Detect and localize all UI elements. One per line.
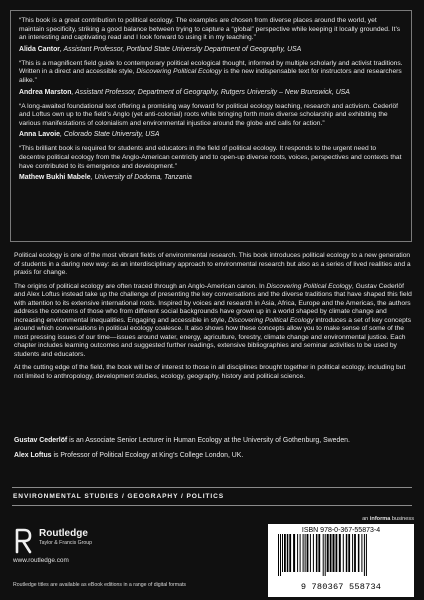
barcode-area [268,516,414,597]
endorsement-text-part: is the new indispensable text for instructors and researchers alike.” [19,68,402,84]
author-bio [14,436,412,445]
informa-suffix: business [390,516,414,522]
barcode-bar [330,534,332,572]
informa-tagline [268,516,414,522]
endorsement [19,103,403,140]
barcode-bar [300,534,301,572]
publisher-group: Taylor & Francis Group [39,540,93,546]
publisher-block [13,528,153,564]
description-paragraph: Political ecology is one of the most vibrant fields of environmental research. This book introduces political ecology to a new generation of students in a daring new way: as an interdisciplinary approach to environmental research but also as a series of lived realities and a praxis for change. [14,252,411,276]
endorser-name: Andrea Marston [19,88,72,96]
author-bios [14,436,412,466]
barcode-bar [293,534,295,572]
routledge-r-logo-icon [13,528,35,554]
informa-prefix: an [362,516,370,522]
barcode-bar [307,534,309,572]
barcode-bar [289,534,291,572]
barcode-bar [361,534,362,572]
ebook-note: Routledge titles are available as eBook editions in a range of digital formats [13,582,187,588]
endorsement-attribution [19,130,403,139]
barcode-bar [325,534,326,576]
barcode-bar [364,534,365,576]
barcode-bar [278,534,279,576]
description-text-part: The origins of political ecology are often traced through an Anglo-American canon. In [14,282,267,290]
endorsement-attribution [19,88,403,97]
author-name: Gustav Cederlöf [14,437,68,444]
book-title-ref: Discovering Political Ecology [266,282,352,290]
endorsement-text [19,60,403,86]
endorsement [19,17,403,54]
barcode-bar [333,534,335,572]
endorsements-box [10,10,412,242]
endorsement-text-part: “This is a magnificent field guide to contemporary political ecological thought, informed by multiple scholarly and activist traditions. Written in a direct and accessible style, [19,59,403,76]
endorser-name: Alida Cantor [19,45,60,53]
barcode-bar [297,534,298,572]
description-text-part: , Gustav Cederlöf and Alex Loftus instead take up the challenge of presenting the key conversations and the diverse traditions that have shaped this field with attention to its extensive international roots. Inspired by voices and research in Asia, Africa, Europe and the Americas, the authors address the concerns of those who from different social backgrounds have grown up in a world shaped by climate change and increasing environmental inequalities. Engaging and accessible in style, [14,282,412,324]
barcode-bar [352,534,353,572]
publisher-name: Routledge [39,528,88,539]
endorser-name: Anna Lavoie [19,131,60,139]
endorsement [19,60,403,97]
endorser-role: , Assistant Professor, Department of Geography, Rutgers University – New Brunswick, USA [71,88,350,96]
book-description [14,252,412,386]
barcode-bars-icon [272,534,410,576]
barcode-bar [318,534,320,572]
barcode-bar [280,534,281,576]
barcode-bar [310,534,311,572]
author-bio-text: is Professor of Political Ecology at King’s College London, UK. [51,452,244,459]
barcode-bar [305,534,306,572]
barcode-bar [313,534,314,572]
barcode-bar [282,534,283,572]
barcode-bar [354,534,356,572]
author-bio-text: is an Associate Senior Lecturer in Human Ecology at the University of Gothenburg, Sweden. [67,437,350,444]
description-paragraph [14,283,412,360]
barcode-bar [303,534,304,572]
author-bio [14,451,412,460]
barcode-bar [343,534,344,572]
barcode-bar [366,534,367,576]
barcode-bar [327,534,329,572]
informa-brand: informa [369,516,391,522]
endorsement-text: “This book is a great contribution to political ecology. The examples are chosen from diverse places around the world, yet maintain specificity, striking a good balance between trying to capture a “global” perspective while keeping it locally grounded. It’s an interesting and captivating read and I look forward to using it in my teaching.” [19,17,401,42]
publisher-logo [13,528,153,554]
barcode-bar [339,534,341,572]
barcode-bar [316,534,318,572]
barcode-bar [348,534,350,572]
endorsement-attribution [19,45,403,54]
isbn-number: ISBN 978-0-367-55873-4 [301,527,381,534]
isbn-barcode [268,524,414,597]
barcode-bar [336,534,338,572]
endorser-role: , University of Dodoma, Tanzania [90,174,192,182]
divider-rule [12,487,412,488]
barcode-bar [287,534,289,572]
endorser-name: Mathew Bukhi Mabele [19,174,91,182]
endorser-role: , Colorado State University, USA [59,131,160,139]
barcode-digits: 9 780367 558734 [300,582,382,592]
barcode-bar [358,534,360,572]
description-text-part: introduces a set of key concepts around which conversations in political ecology coalesce. It also shows how these concepts allow you to make sense of some of the most pressing issues of our time—issues around water, energy, agriculture, forestry, climate change and environmental justice. Each chapter includes learning outcomes and suggested further readings, extensive bibliographies and seminar activities to be used by students and educators. [14,316,412,358]
book-title-ref: Discovering Political Ecology [228,316,314,324]
subject-categories: ENVIRONMENTAL STUDIES / GEOGRAPHY / POLITICS [13,493,225,500]
publisher-url[interactable]: www.routledge.com [13,557,69,564]
endorsement-text: “A long-awaited foundational text offering a promising way forward for political ecology teaching, research and activism. Cederlöf and Loftus own up to the field’s Anglo (yet anti-colonial) roots while bringing forth more diverse scholarship and exhibiting the various manifestations of colonialism and environmental injustice around the globe and calls for action.” [19,102,399,127]
author-name: Alex Loftus [14,452,52,459]
divider-rule [12,505,412,506]
description-paragraph: At the cutting edge of the field, the book will be of interest to those in all disciplines brought together in political ecology, including but not limited to anthropology, development studies, ecology, geography, history and political science. [14,364,406,380]
endorsement-attribution [19,173,403,182]
publisher-logo-text [39,528,92,547]
barcode-bar [346,534,348,572]
book-title-ref: Discovering Political Ecology [136,68,222,76]
barcode-bar [284,534,286,572]
endorser-role: , Assistant Professor, Portland State University Department of Geography, USA [59,45,302,53]
endorsement [19,145,403,182]
endorsement-text: “This brilliant book is required for students and educators in the field of political ecology. It responds to the urgent need to decentre political ecology from the Anglo-American centricity and to open-up diverse roots, voices, perspectives and contexts that have contributed to its emergence and development.” [19,145,402,170]
barcode-bar [323,534,324,576]
